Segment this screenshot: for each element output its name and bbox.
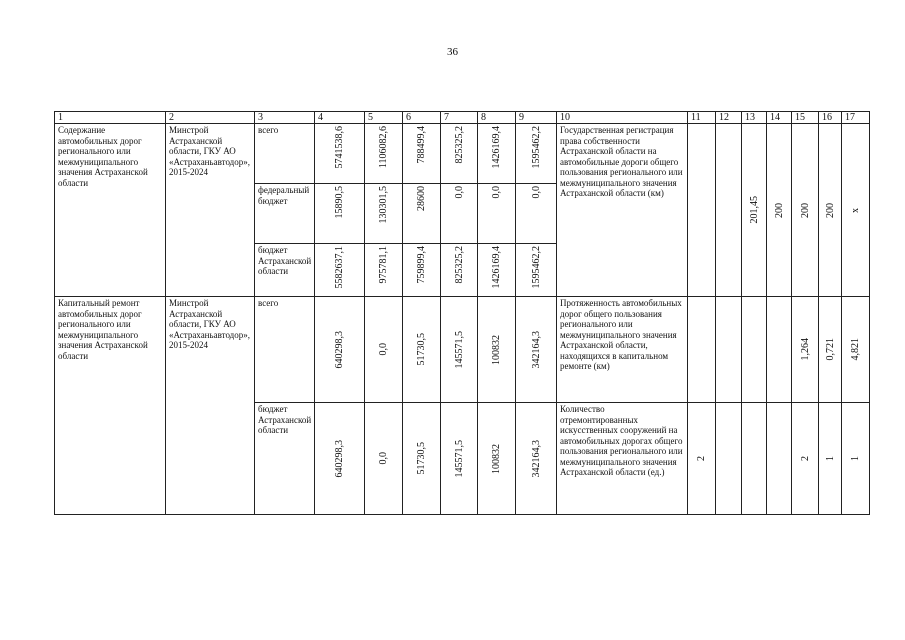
amount-cell [315, 244, 365, 297]
amount-cell [516, 244, 557, 297]
amount-value: 975781,1 [378, 246, 389, 284]
amount-value: 640298,3 [334, 330, 345, 369]
indicator-value-cell [688, 124, 716, 297]
source-label-cell: всего [255, 297, 315, 403]
amount-cell [441, 403, 478, 515]
amount-cell [516, 403, 557, 515]
indicator-value-cell [742, 124, 767, 297]
amount-cell [478, 297, 516, 403]
header-cell: 1 [55, 112, 166, 124]
amount-value: 1595462,2 [530, 246, 542, 289]
amount-cell [516, 297, 557, 403]
header-cell: 17 [842, 112, 870, 124]
header-cell: 4 [315, 112, 365, 124]
header-cell: 10 [557, 112, 688, 124]
amount-value: 1595462,2 [530, 126, 542, 169]
amount-value: 100832 [491, 334, 502, 365]
amount-cell [403, 244, 441, 297]
indicator-value-cell [819, 403, 842, 515]
amount-cell [441, 124, 478, 184]
amount-value: 342164,3 [530, 330, 542, 369]
amount-value: 342164,3 [530, 439, 542, 478]
indicator-value: 2 [696, 456, 707, 461]
amount-cell [441, 184, 478, 244]
source-label-cell: федеральный бюджет [255, 184, 315, 244]
amount-value: 130301,5 [378, 186, 389, 224]
amount-cell [365, 403, 403, 515]
indicator-value-cell [767, 403, 792, 515]
amount-value: 788499,4 [416, 126, 427, 164]
executor-cell: Минстрой Астраханской области, ГКУ АО «Астраханьавтодор», 2015-2024 [166, 297, 255, 515]
amount-value: 100832 [491, 443, 502, 474]
amount-value: 825325,2 [453, 126, 465, 164]
indicator-value-cell [688, 403, 716, 515]
amount-value: 145571,5 [453, 330, 465, 369]
amount-value: 0,0 [378, 343, 389, 356]
amount-value: 825325,2 [453, 246, 465, 284]
table-row [55, 124, 870, 184]
event-name-cell: Капитальный ремонт автомобильных дорог регионального или межмуниципального значения Астраханской области [55, 297, 166, 515]
header-cell: 3 [255, 112, 315, 124]
amount-cell [516, 184, 557, 244]
amount-value: 759899,4 [416, 246, 427, 284]
amount-value: 1426169,4 [491, 126, 502, 169]
indicator-value-cell [742, 403, 767, 515]
indicator-value: 200 [824, 202, 836, 218]
amount-value: 0,0 [378, 452, 389, 465]
amount-cell [315, 184, 365, 244]
indicator-value-cell [742, 297, 767, 403]
indicator-cell: Протяженность автомобильных дорог общего пользования регионального или межмуниципального значения Астраханской области, находящихся в капитальном ремонте (км) [557, 297, 688, 403]
budget-table [54, 111, 870, 515]
amount-cell [516, 124, 557, 184]
indicator-value-cell [716, 297, 742, 403]
indicator-value-cell [767, 297, 792, 403]
amount-cell [403, 297, 441, 403]
header-cell: 6 [403, 112, 441, 124]
indicator-value: 2 [799, 456, 811, 461]
indicator-value: 201,45 [748, 196, 760, 224]
indicator-value: 4,821 [850, 338, 861, 361]
header-cell: 14 [767, 112, 792, 124]
indicator-value-cell [819, 124, 842, 297]
amount-cell [478, 124, 516, 184]
amount-cell [403, 403, 441, 515]
header-cell: 16 [819, 112, 842, 124]
table-row [55, 297, 870, 403]
header-cell: 12 [716, 112, 742, 124]
amount-cell [365, 244, 403, 297]
amount-cell [315, 297, 365, 403]
indicator-value: 1,264 [799, 338, 811, 361]
amount-cell [478, 244, 516, 297]
amount-cell [365, 297, 403, 403]
amount-value: 5741538,6 [334, 126, 345, 169]
executor-cell: Минстрой Астраханской области, ГКУ АО «Астраханьавтодор», 2015-2024 [166, 124, 255, 297]
indicator-cell: Количество отремонтированных искусственных сооружений на автомобильных дорогах общего пользования регионального или межмуниципального значения Астраханской области (ед.) [557, 403, 688, 515]
header-row [55, 112, 870, 124]
header-cell: 2 [166, 112, 255, 124]
amount-value: 51730,5 [416, 442, 427, 475]
header-cell: 13 [742, 112, 767, 124]
indicator-value: 200 [799, 202, 811, 218]
indicator-value: 1 [850, 456, 861, 461]
indicator-value-cell [792, 124, 819, 297]
indicator-value-cell [716, 403, 742, 515]
amount-value: 0,0 [491, 186, 502, 199]
amount-cell [365, 124, 403, 184]
indicator-value-cell [688, 297, 716, 403]
indicator-value: 0,721 [824, 338, 836, 361]
indicator-value-cell [842, 297, 870, 403]
amount-value: 51730,5 [416, 333, 427, 366]
amount-value: 1426169,4 [491, 246, 502, 289]
amount-cell [441, 297, 478, 403]
amount-value: 5582637,1 [334, 246, 345, 289]
indicator-value: 1 [824, 456, 836, 461]
amount-cell [478, 184, 516, 244]
indicator-value-cell [767, 124, 792, 297]
amount-cell [403, 124, 441, 184]
indicator-value-cell [792, 403, 819, 515]
indicator-value-cell [792, 297, 819, 403]
indicator-value-cell [842, 124, 870, 297]
amount-value: 28600 [416, 186, 427, 211]
indicator-value: 200 [773, 202, 785, 218]
amount-value: 0,0 [530, 186, 542, 199]
header-cell: 5 [365, 112, 403, 124]
amount-cell [315, 124, 365, 184]
amount-value: 15890,5 [334, 186, 345, 219]
amount-cell [478, 403, 516, 515]
indicator-value: х [850, 207, 861, 213]
amount-value: 1106082,6 [378, 126, 389, 169]
amount-value: 145571,5 [453, 439, 465, 478]
indicator-cell: Государственная регистрация права собственности Астраханской области на автомобильные дороги общего пользования регионального или межмуниципального значения Астраханской области (км) [557, 124, 688, 297]
amount-cell [403, 184, 441, 244]
page-number: 36 [447, 46, 458, 58]
amount-cell [315, 403, 365, 515]
header-cell: 11 [688, 112, 716, 124]
indicator-value-cell [716, 124, 742, 297]
source-label-cell: бюджет Астраханской области [255, 403, 315, 515]
header-cell: 9 [516, 112, 557, 124]
source-label-cell: бюджет Астраханской области [255, 244, 315, 297]
header-cell: 8 [478, 112, 516, 124]
amount-cell [365, 184, 403, 244]
event-name-cell: Содержание автомобильных дорог регионального или межмуниципального значения Астраханской области [55, 124, 166, 297]
header-cell: 7 [441, 112, 478, 124]
amount-value: 0,0 [453, 186, 465, 199]
indicator-value-cell [819, 297, 842, 403]
source-label-cell: всего [255, 124, 315, 184]
header-cell: 15 [792, 112, 819, 124]
indicator-value-cell [842, 403, 870, 515]
amount-cell [441, 244, 478, 297]
amount-value: 640298,3 [334, 439, 345, 478]
